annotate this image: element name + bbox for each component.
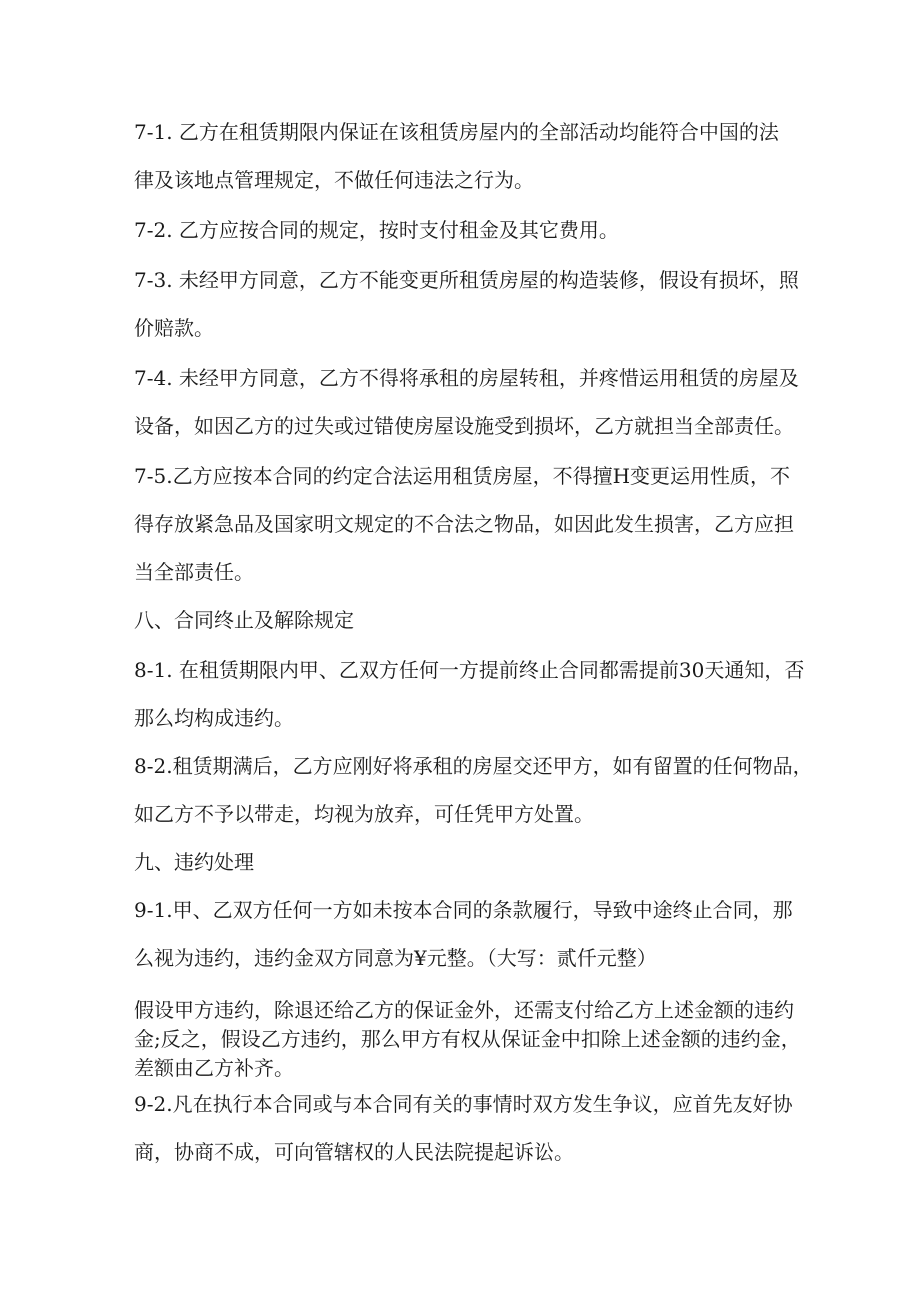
text-line: 7-5.乙方应按本合同的约定合法运用租赁房屋，不得擅H变更运用性质，不 [134,464,791,488]
text-line: 那么均构成违约。 [134,706,294,730]
text-line: 7-2. 乙方应按合同的规定，按时支付租金及其它费用。 [134,218,619,242]
clause-9-2 [134,1080,794,1176]
text-line: 7-4. 未经甲方同意，乙方不得将承租的房屋转租，并疼惜运用租赁的房屋及 [134,366,799,390]
text-line: 么视为违约，违约金双方同意为¥元整。（大写：贰仟元整） [134,946,657,970]
text-line: 假设甲方违约，除退还给乙方的保证金外，还需支付给乙方上述金额的违约 [134,998,794,1022]
section-heading-8 [134,596,794,644]
section-heading-9 [134,838,794,886]
text-line: 设备，如因乙方的过失或过错使房屋设施受到损坏，乙方就担当全部责任。 [134,414,794,438]
clause-7-5 [134,452,794,596]
text-line: 律及该地点管理规定，不做任何违法之行为。 [134,168,534,192]
text-line: 8-2.租赁期满后，乙方应刚好将承租的房屋交还甲方，如有留置的任何物品， [134,754,813,778]
clause-7-3 [134,256,799,352]
text-line: 9-1.甲、乙双方任何一方如未按本合同的条款履行，导致中途终止合同，那 [134,898,793,922]
text-line: 7-3. 未经甲方同意，乙方不能变更所租赁房屋的构造装修，假设有损坏，照 [134,268,799,292]
text-line: 得存放紧急品及国家明文规定的不合法之物品，如因此发生损害，乙方应担 [134,512,794,536]
clause-8-2 [134,742,813,838]
text-line: 当全部责任。 [134,560,254,584]
clause-9-1 [134,886,794,982]
text-line: 价赔款。 [134,316,214,340]
text-line: 差额由乙方补齐。 [134,1056,294,1080]
clause-7-4 [134,354,799,450]
heading-text: 八、合同终止及解除规定 [134,608,354,632]
clause-7-2 [134,206,794,254]
text-line: 8-1. 在租赁期限内甲、乙双方任何一方提前终止合同都需提前30天通知，否 [134,658,805,682]
text-line: 7-1. 乙方在租赁期限内保证在该租赁房屋内的全部活动均能符合中国的法 [134,120,779,144]
clause-9-1-detail [134,996,801,1083]
text-line: 9-2.凡在执行本合同或与本合同有关的事情时双方发生争议，应首先友好协 [134,1092,793,1116]
text-line: 如乙方不予以带走，均视为放弃，可任凭甲方处置。 [134,802,594,826]
clause-7-1 [134,108,794,204]
text-line: 金;反之，假设乙方违约，那么甲方有权从保证金中扣除上述金额的违约金， [134,1027,801,1051]
text-line: 商，协商不成，可向管辖权的人民法院提起诉讼。 [134,1140,574,1164]
clause-8-1 [134,646,805,742]
heading-text: 九、违约处理 [134,850,254,874]
